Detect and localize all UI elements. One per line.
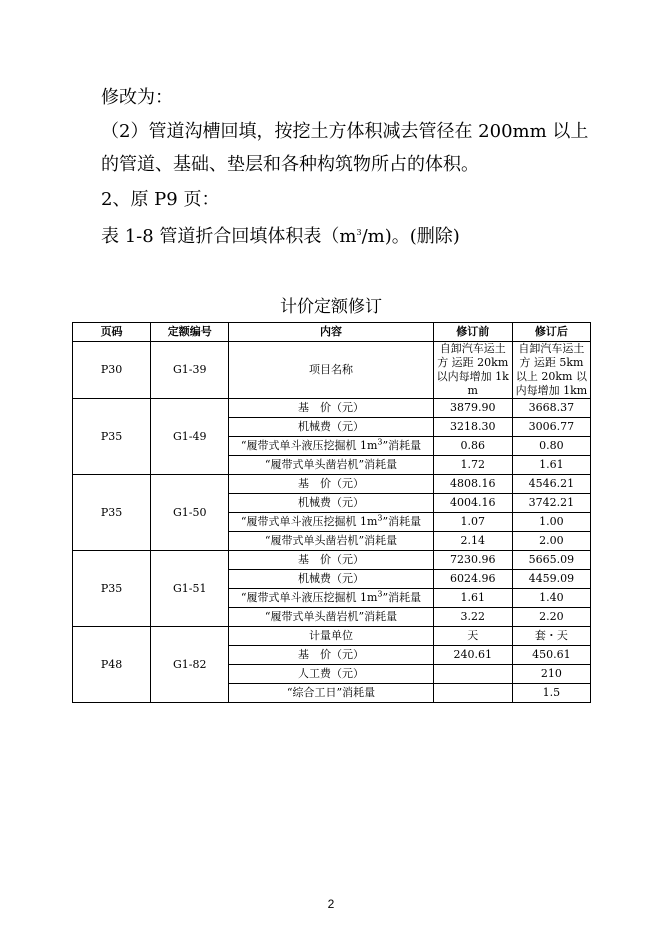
header-before-revision: 修订前 bbox=[433, 323, 512, 342]
paragraph-table-1-8-suffix: /m)。(删除) bbox=[361, 226, 460, 247]
code-cell: G1-49 bbox=[151, 399, 229, 475]
after-cell: 3668.37 bbox=[512, 399, 590, 418]
paragraph-clause-2-line-1: （2）管道沟槽回填，按挖土方体积减去管径在 200mm 以上 bbox=[101, 121, 589, 142]
revision-table bbox=[72, 322, 591, 703]
paragraph-table-1-8-prefix: 表 1-8 管道折合回填体积表（m bbox=[101, 226, 357, 247]
after-cell: 4546.21 bbox=[512, 475, 590, 494]
before-cell: 3.22 bbox=[433, 608, 512, 627]
before-cell bbox=[433, 665, 512, 684]
page-cell: P48 bbox=[73, 627, 151, 703]
after-cell: 1.61 bbox=[512, 456, 590, 475]
content-cell: “履带式单头凿岩机”消耗量 bbox=[229, 608, 433, 627]
content-cell bbox=[229, 513, 433, 532]
superscript-3: 3 bbox=[377, 513, 383, 523]
code-cell: G1-50 bbox=[151, 475, 229, 551]
after-cell: 套・天 bbox=[512, 627, 590, 646]
header-quota-code: 定额编号 bbox=[151, 323, 229, 342]
table-row bbox=[73, 551, 591, 570]
after-cell: 0.80 bbox=[512, 437, 590, 456]
before-cell: 3218.30 bbox=[433, 418, 512, 437]
content-cell: 基 价（元） bbox=[229, 475, 433, 494]
content-cell: 机械费（元） bbox=[229, 494, 433, 513]
page-cell: P30 bbox=[73, 342, 151, 399]
table-row bbox=[73, 399, 591, 418]
content-prefix: “履带式单斗液压挖掘机 1m bbox=[240, 439, 378, 452]
content-cell: “综合工日”消耗量 bbox=[229, 684, 433, 703]
content-cell: 计量单位 bbox=[229, 627, 433, 646]
before-cell: 自卸汽车运土方 运距 20km 以内每增加 1km bbox=[433, 342, 512, 399]
content-cell: 项目名称 bbox=[229, 342, 433, 399]
before-cell: 3879.90 bbox=[433, 399, 512, 418]
after-cell: 1.40 bbox=[512, 589, 590, 608]
header-content: 内容 bbox=[229, 323, 433, 342]
page-cell: P35 bbox=[73, 551, 151, 627]
after-cell: 4459.09 bbox=[512, 570, 590, 589]
before-cell bbox=[433, 684, 512, 703]
table-title: 计价定额修订 bbox=[280, 297, 382, 317]
content-suffix: ”消耗量 bbox=[382, 515, 422, 528]
superscript-3: 3 bbox=[356, 228, 362, 237]
table-row bbox=[73, 342, 591, 399]
paragraph-modify-to: 修改为： bbox=[101, 87, 173, 108]
content-cell: 人工费（元） bbox=[229, 665, 433, 684]
content-suffix: ”消耗量 bbox=[382, 591, 422, 604]
after-cell: 210 bbox=[512, 665, 590, 684]
after-cell: 2.20 bbox=[512, 608, 590, 627]
content-cell: “履带式单头凿岩机”消耗量 bbox=[229, 532, 433, 551]
content-cell: 基 价（元） bbox=[229, 551, 433, 570]
content-cell: 机械费（元） bbox=[229, 570, 433, 589]
superscript-3: 3 bbox=[377, 437, 383, 447]
before-cell: 1.72 bbox=[433, 456, 512, 475]
after-cell: 1.00 bbox=[512, 513, 590, 532]
table-row bbox=[73, 627, 591, 646]
after-cell: 3006.77 bbox=[512, 418, 590, 437]
header-after-revision: 修订后 bbox=[512, 323, 590, 342]
content-cell bbox=[229, 437, 433, 456]
before-cell: 2.14 bbox=[433, 532, 512, 551]
before-cell: 6024.96 bbox=[433, 570, 512, 589]
before-cell: 7230.96 bbox=[433, 551, 512, 570]
content-cell: 机械费（元） bbox=[229, 418, 433, 437]
before-cell: 0.86 bbox=[433, 437, 512, 456]
paragraph-clause-2-line-2: 的管道、基础、垫层和各种构筑物所占的体积。 bbox=[101, 154, 479, 175]
before-cell: 1.07 bbox=[433, 513, 512, 532]
content-suffix: ”消耗量 bbox=[382, 439, 422, 452]
paragraph-table-1-8 bbox=[101, 225, 460, 249]
content-cell: 基 价（元） bbox=[229, 399, 433, 418]
before-cell: 4808.16 bbox=[433, 475, 512, 494]
after-cell: 1.5 bbox=[512, 684, 590, 703]
after-cell: 自卸汽车运土方 运距 5km 以上 20km 以内每增加 1km bbox=[512, 342, 590, 399]
after-cell: 450.61 bbox=[512, 646, 590, 665]
after-cell: 2.00 bbox=[512, 532, 590, 551]
content-cell bbox=[229, 589, 433, 608]
table-header-row bbox=[73, 323, 591, 342]
table-row bbox=[73, 475, 591, 494]
after-cell: 5665.09 bbox=[512, 551, 590, 570]
before-cell: 1.61 bbox=[433, 589, 512, 608]
code-cell: G1-82 bbox=[151, 627, 229, 703]
before-cell: 240.61 bbox=[433, 646, 512, 665]
code-cell: G1-39 bbox=[151, 342, 229, 399]
before-cell: 天 bbox=[433, 627, 512, 646]
superscript-3: 3 bbox=[377, 589, 383, 599]
paragraph-original-p9: 2、原 P9 页： bbox=[101, 189, 220, 210]
code-cell: G1-51 bbox=[151, 551, 229, 627]
before-cell: 4004.16 bbox=[433, 494, 512, 513]
after-cell: 3742.21 bbox=[512, 494, 590, 513]
content-cell: 基 价（元） bbox=[229, 646, 433, 665]
content-prefix: “履带式单斗液压挖掘机 1m bbox=[240, 591, 378, 604]
content-cell: “履带式单头凿岩机”消耗量 bbox=[229, 456, 433, 475]
page-cell: P35 bbox=[73, 475, 151, 551]
page-cell: P35 bbox=[73, 399, 151, 475]
content-prefix: “履带式单斗液压挖掘机 1m bbox=[240, 515, 378, 528]
header-page: 页码 bbox=[73, 323, 151, 342]
page-number: 2 bbox=[327, 897, 335, 911]
